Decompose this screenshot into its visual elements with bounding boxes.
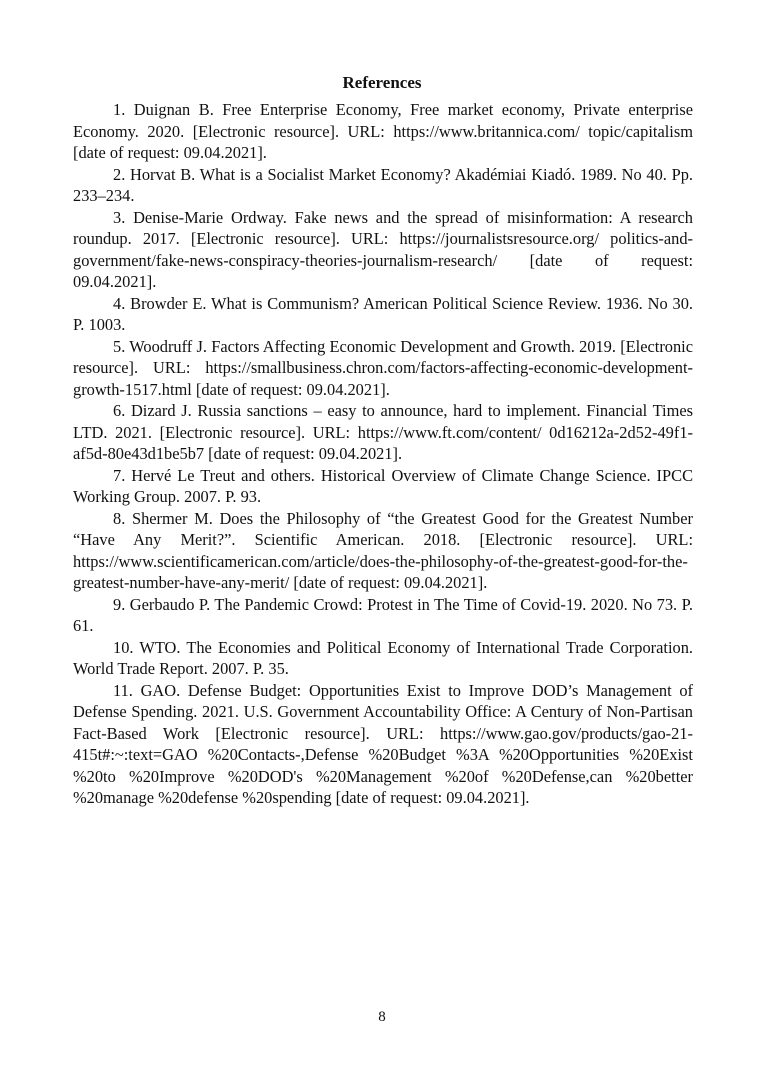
reference-item: 11. GAO. Defense Budget: Opportunities Exist to Improve DOD’s Management of Defense Spending. 2021. U.S. Government Accountability Office: A Century of Non-Partisan Fact-Based Work [Electronic resource]. URL: https://www.gao.gov/products/gao-21-415t#:~:text=GAO %20Contacts-,Defense %20Budget %3A %20Opportunities %20Exist %20to %20Improve %20DOD's %20Management %20of %20Defense,can %20better %20manage %20defense %20spending [date of request: 09.04.2021].	[73, 680, 693, 807]
reference-item: 2. Horvat B. What is a Socialist Market Economy? Akadémiai Kiadó. 1989. No 40. Pp. 233–234.	[73, 164, 693, 205]
reference-item: 1. Duignan B. Free Enterprise Economy, Free market economy, Private enterprise Economy. 2020. [Electronic resource]. URL: https://www.britannica.com/ topic/capitalism [date of request: 09.04.2021].	[73, 100, 693, 162]
reference-item: 4. Browder E. What is Communism? American Political Science Review. 1936. No 30. P. 1003.	[73, 293, 693, 334]
references-heading: References	[342, 73, 422, 92]
reference-item: 3. Denise-Marie Ordway. Fake news and the spread of misinformation: A research roundup. 2017. [Electronic resource]. URL: https://journalistsresource.org/ politics-and-government/fake-news-conspiracy-theories-journalism-research/ [date of request: 09.04.2021].	[73, 207, 693, 291]
reference-item: 8. Shermer M. Does the Philosophy of “the Greatest Good for the Greatest Number “Have Any Merit?”. Scientific American. 2018. [Electronic resource]. URL: https://www.scientificamerican.com/article/does-the-philosophy-of-the-greatest-good-for-the-greatest-number-have-any-merit/ [date of request: 09.04.2021].	[73, 508, 693, 592]
page-number: 8	[378, 1009, 386, 1025]
references-list	[73, 99, 693, 809]
reference-item: 9. Gerbaudo P. The Pandemic Crowd: Protest in The Time of Covid-19. 2020. No 73. P. 61.	[73, 594, 693, 635]
reference-item: 6. Dizard J. Russia sanctions – easy to announce, hard to implement. Financial Times LTD. 2021. [Electronic resource]. URL: https://www.ft.com/content/ 0d16212a-2d52-49f1-af5d-80e43d1be5b7 [date of request: 09.04.2021].	[73, 401, 693, 463]
reference-item: 7. Hervé Le Treut and others. Historical Overview of Climate Change Science. IPCC Working Group. 2007. P. 93.	[73, 465, 693, 506]
reference-item: 5. Woodruff J. Factors Affecting Economic Development and Growth. 2019. [Electronic resource]. URL: https://smallbusiness.chron.com/factors-affecting-economic-development-growth-1517.html [date of request: 09.04.2021].	[73, 336, 693, 399]
reference-item: 10. WTO. The Economies and Political Economy of International Trade Corporation. World Trade Report. 2007. P. 35.	[73, 637, 693, 678]
